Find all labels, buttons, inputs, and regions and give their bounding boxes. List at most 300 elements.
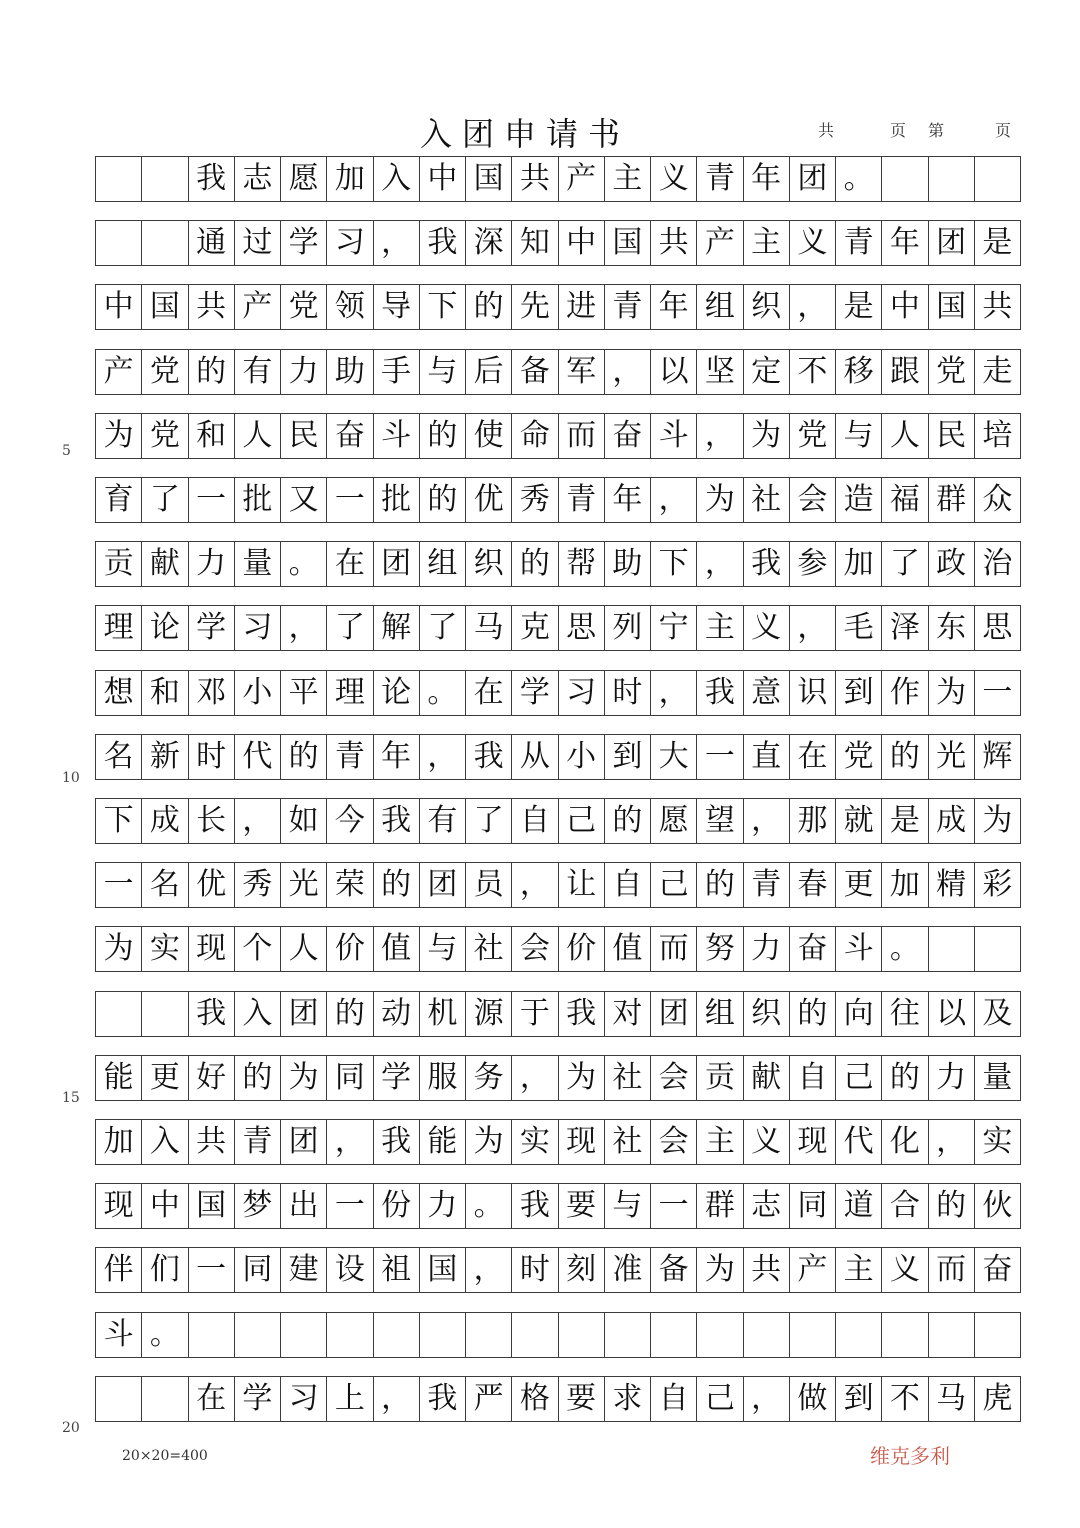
grid-cell: 动	[374, 992, 420, 1036]
grid-cell: 道	[836, 1184, 882, 1228]
grid-cell: 一	[96, 863, 142, 907]
grid-cell: 义	[790, 221, 836, 265]
grid-cell: 一	[982, 674, 1013, 710]
grid-cell: 了	[142, 478, 188, 522]
grid-cell: 长	[189, 799, 235, 843]
grid-cell: ，	[651, 671, 697, 715]
grid-cell: 产	[790, 1248, 836, 1292]
grid-cell: 就	[836, 799, 882, 843]
grid-cell: 的	[790, 992, 836, 1036]
grid-cell: ，	[651, 478, 697, 522]
grid-cell: 为	[466, 1120, 512, 1164]
grid-cell: 学	[235, 1377, 281, 1421]
grid-row	[95, 1376, 1021, 1422]
grid-cell: 名	[142, 863, 188, 907]
grid-cell: 组	[420, 542, 466, 586]
grid-cell: 伙	[982, 1188, 1013, 1224]
grid-cell: 对	[605, 992, 651, 1036]
grid-cell: 造	[836, 478, 882, 522]
grid-cell: 志	[744, 1184, 790, 1228]
grid-cell: 我	[697, 671, 743, 715]
grid-cell: 服	[420, 1056, 466, 1100]
grid-cell: 社	[466, 927, 512, 971]
grid-cell: 军	[559, 350, 605, 394]
grid-cell	[929, 1313, 975, 1357]
grid-cell: 备	[651, 1248, 697, 1292]
grid-cell: 优	[466, 478, 512, 522]
grid-cell: 更	[142, 1056, 188, 1100]
grid-cell: 为	[929, 671, 975, 715]
grid-cell	[142, 1377, 188, 1421]
grid-cell: 更	[836, 863, 882, 907]
grid-cell: 愿	[651, 799, 697, 843]
grid-cell: 直	[744, 735, 790, 779]
grid-cell: 秀	[512, 478, 558, 522]
grid-cell: 己	[697, 1377, 743, 1421]
grid-cell: 是	[836, 285, 882, 329]
grid-cell: 批	[235, 478, 281, 522]
grid-row	[95, 605, 1021, 651]
grid-cell: 共	[189, 1120, 235, 1164]
grid-cell: 思	[982, 610, 1013, 646]
grid-cell: 光	[929, 735, 975, 779]
grid-cell: 理	[96, 606, 142, 650]
grid-cell: 大	[651, 735, 697, 779]
grid-cell: 后	[466, 350, 512, 394]
grid-cell: ，	[374, 1377, 420, 1421]
grid-cell: 不	[882, 1377, 928, 1421]
grid-cell: 力	[281, 350, 327, 394]
grid-cell: 解	[374, 606, 420, 650]
grid-cell: 人	[281, 927, 327, 971]
grid-cell: 团	[651, 992, 697, 1036]
grid-cell: 我	[374, 1120, 420, 1164]
grid-cell: 政	[929, 542, 975, 586]
grid-row	[95, 1119, 1021, 1165]
grid-cell: 领	[327, 285, 373, 329]
grid-cell: 党	[790, 414, 836, 458]
grid-cell: 的	[420, 414, 466, 458]
grid-cell	[466, 1313, 512, 1357]
page-unit-label-2: 页	[995, 121, 1012, 140]
page-title: 入团申请书	[420, 115, 631, 153]
grid-cell: 量	[982, 1059, 1013, 1095]
grid-cell: 建	[281, 1248, 327, 1292]
grid-cell: 梦	[235, 1184, 281, 1228]
grid-cell: 辉	[982, 738, 1013, 774]
grid-cell: 学	[512, 671, 558, 715]
grid-cell: 精	[929, 863, 975, 907]
grid-cell: 备	[512, 350, 558, 394]
grid-cell: 个	[235, 927, 281, 971]
grid-cell: 青	[559, 478, 605, 522]
grid-cell: 中	[882, 285, 928, 329]
grid-cell: 入	[374, 157, 420, 201]
grid-cell: 命	[512, 414, 558, 458]
grid-cell: 我	[189, 992, 235, 1036]
grid-cell: 的	[929, 1184, 975, 1228]
grid-cell: 务	[466, 1056, 512, 1100]
grid-cell: 定	[744, 350, 790, 394]
grid-cell: 到	[836, 671, 882, 715]
grid-cell: ，	[466, 1248, 512, 1292]
grid-cell: 党	[142, 350, 188, 394]
grid-cell: 一	[189, 478, 235, 522]
grid-cell: 中	[96, 285, 142, 329]
grid-cell: 光	[281, 863, 327, 907]
grid-cell: 了	[327, 606, 373, 650]
grid-cell: 团	[374, 542, 420, 586]
grid-cell: 于	[512, 992, 558, 1036]
grid-cell: 下	[96, 799, 142, 843]
grid-cell: 加	[836, 542, 882, 586]
grid-cell: 治	[982, 546, 1013, 582]
grid-cell	[374, 1313, 420, 1357]
grid-cell: 宁	[651, 606, 697, 650]
grid-cell: 一	[189, 1248, 235, 1292]
grid-cell: 的	[697, 863, 743, 907]
grid-cell: 年	[744, 157, 790, 201]
grid-cell: 国	[420, 1248, 466, 1292]
grid-cell: 时	[512, 1248, 558, 1292]
grid-cell: 一	[697, 735, 743, 779]
grid-cell: 马	[466, 606, 512, 650]
grid-cell: 我	[744, 542, 790, 586]
grid-cell: 份	[374, 1184, 420, 1228]
grid-cell: 众	[982, 482, 1013, 517]
grid-cell: 刻	[559, 1248, 605, 1292]
grid-cell: 从	[512, 735, 558, 779]
grid-cell: 贡	[96, 542, 142, 586]
grid-cell: 的	[466, 285, 512, 329]
grid-cell: 国	[189, 1184, 235, 1228]
grid-cell: 是	[882, 799, 928, 843]
grid-row	[95, 541, 1021, 587]
grid-cell: 自	[605, 863, 651, 907]
grid-cell: 的	[235, 1056, 281, 1100]
grid-cell: 好	[189, 1056, 235, 1100]
grid-cell: 产	[697, 221, 743, 265]
grid-cell	[605, 1313, 651, 1357]
grid-cell: 加	[327, 157, 373, 201]
grid-cell: 有	[420, 799, 466, 843]
grid-cell: 青	[744, 863, 790, 907]
grid-cell: 自	[512, 799, 558, 843]
grid-row	[95, 1312, 1021, 1358]
grid-cell: 作	[882, 671, 928, 715]
watermark: 维克多利	[870, 1444, 950, 1468]
grid-cell: 不	[790, 350, 836, 394]
grid-cell: 新	[142, 735, 188, 779]
grid-cell: 助	[605, 542, 651, 586]
grid-cell: 党	[836, 735, 882, 779]
grid-cell: 设	[327, 1248, 373, 1292]
grid-cell: 团	[420, 863, 466, 907]
page-unit-label: 页	[890, 121, 907, 140]
grid-row	[95, 1055, 1021, 1101]
grid-row	[95, 734, 1021, 780]
grid-cell: 。	[882, 927, 928, 971]
grid-cell: 奋	[605, 414, 651, 458]
grid-cell: 论	[374, 671, 420, 715]
line-number-15: 15	[62, 1090, 80, 1106]
grid-cell: 毛	[836, 606, 882, 650]
grid-cell: 为	[96, 927, 142, 971]
grid-cell: 值	[374, 927, 420, 971]
grid-cell: 成	[142, 799, 188, 843]
grid-cell: 要	[559, 1377, 605, 1421]
grid-cell: 自	[790, 1056, 836, 1100]
grid-cell: 员	[466, 863, 512, 907]
grid-cell: 今	[327, 799, 373, 843]
grid-cell: 加	[96, 1120, 142, 1164]
grid-cell: 而	[559, 414, 605, 458]
grid-cell: 自	[651, 1377, 697, 1421]
grid-cell: 己	[559, 799, 605, 843]
grid-cell: ，	[790, 285, 836, 329]
grid-row	[95, 284, 1021, 330]
grid-cell: 奋	[982, 1252, 1013, 1288]
grid-cell: 现	[189, 927, 235, 971]
grid-cell: 斗	[651, 414, 697, 458]
grid-cell: 春	[790, 863, 836, 907]
grid-cell: 为	[559, 1056, 605, 1100]
grid-cell: 移	[836, 350, 882, 394]
grid-cell: 与	[605, 1184, 651, 1228]
grid-cell: 导	[374, 285, 420, 329]
grid-cell: 秀	[235, 863, 281, 907]
grid-cell: 中	[142, 1184, 188, 1228]
grid-cell: 想	[96, 671, 142, 715]
grid-cell: 意	[744, 671, 790, 715]
grid-cell: 在	[189, 1377, 235, 1421]
grid-cell: 那	[790, 799, 836, 843]
grid-cell	[929, 927, 975, 971]
grid-cell: 献	[744, 1056, 790, 1100]
grid-cell: 的	[420, 478, 466, 522]
grid-cell: 价	[559, 927, 605, 971]
grid-cell: 与	[420, 927, 466, 971]
grid-cell: 了	[466, 799, 512, 843]
grid-cell: 及	[982, 995, 1013, 1031]
grid-cell: 青	[836, 221, 882, 265]
grid-cell	[559, 1313, 605, 1357]
grid-cell: 出	[281, 1184, 327, 1228]
grid-cell: 产	[235, 285, 281, 329]
grid-cell: 年	[882, 221, 928, 265]
grid-cell: 的	[882, 1056, 928, 1100]
grid-cell	[929, 157, 975, 201]
grid-cell: 志	[235, 157, 281, 201]
grid-cell: 共	[982, 289, 1013, 325]
grid-cell: 又	[281, 478, 327, 522]
grid-cell	[96, 221, 142, 265]
grid-cell: 同	[235, 1248, 281, 1292]
grid-cell: 的	[374, 863, 420, 907]
grid-cell: 人	[882, 414, 928, 458]
grid-cell: 年	[651, 285, 697, 329]
grid-cell: 主	[605, 157, 651, 201]
grid-cell: 的	[327, 992, 373, 1036]
grid-cell: 共	[651, 221, 697, 265]
grid-cell: 下	[420, 285, 466, 329]
grid-cell: 主	[836, 1248, 882, 1292]
page-total-label: 共	[818, 121, 835, 140]
grid-cell: 现	[790, 1120, 836, 1164]
grid-cell	[975, 1313, 1020, 1357]
grid-cell: 合	[882, 1184, 928, 1228]
grid-cell: 人	[235, 414, 281, 458]
grid-cell: 到	[605, 735, 651, 779]
grid-cell: 现	[96, 1184, 142, 1228]
grid-cell: 为	[96, 414, 142, 458]
grid-cell: 名	[96, 735, 142, 779]
grid-cell: 泽	[882, 606, 928, 650]
grid-cell: 习	[281, 1377, 327, 1421]
grid-cell: 组	[697, 992, 743, 1036]
grid-cell: 国	[605, 221, 651, 265]
grid-cell: 上	[327, 1377, 373, 1421]
grid-cell: 习	[559, 671, 605, 715]
grid-row	[95, 413, 1021, 459]
grid-cell: 力	[189, 542, 235, 586]
grid-cell: 源	[466, 992, 512, 1036]
grid-cell: 的	[189, 350, 235, 394]
grid-cell: 。	[466, 1184, 512, 1228]
grid-cell: 会	[651, 1056, 697, 1100]
grid-cell: 培	[982, 417, 1013, 453]
grid-cell: 国	[466, 157, 512, 201]
grid-cell: 福	[882, 478, 928, 522]
grid-cell: 。	[281, 542, 327, 586]
grid-cell: 让	[559, 863, 605, 907]
grid-cell: 准	[605, 1248, 651, 1292]
grid-cell: 理	[327, 671, 373, 715]
grid-cell: 斗	[374, 414, 420, 458]
grid-cell: 。	[142, 1313, 188, 1357]
grid-cell: 能	[420, 1120, 466, 1164]
grid-cell	[975, 157, 1020, 201]
grid-cell: 共	[512, 157, 558, 201]
grid-cell: 己	[651, 863, 697, 907]
grid-cell: 力	[420, 1184, 466, 1228]
grid-row	[95, 798, 1021, 844]
grid-cell: 时	[189, 735, 235, 779]
grid-cell: 虎	[982, 1380, 1013, 1416]
grid-cell: 社	[605, 1056, 651, 1100]
grid-cell: 价	[327, 927, 373, 971]
grid-cell	[697, 1313, 743, 1357]
grid-cell: 年	[374, 735, 420, 779]
grid-cell: 求	[605, 1377, 651, 1421]
grid-cell: 量	[235, 542, 281, 586]
grid-cell: 团	[281, 1120, 327, 1164]
grid-cell: 平	[281, 671, 327, 715]
grid-cell: 和	[189, 414, 235, 458]
grid-cell: 了	[420, 606, 466, 650]
grid-cell: 入	[142, 1120, 188, 1164]
grid-cell: 斗	[96, 1313, 142, 1357]
grid-cell: 的	[512, 542, 558, 586]
grid-cell: 中	[559, 221, 605, 265]
grid-cell	[651, 1313, 697, 1357]
grid-cell: 入	[235, 992, 281, 1036]
grid-cell: 严	[466, 1377, 512, 1421]
grid-cell	[142, 221, 188, 265]
grid-cell: ，	[929, 1120, 975, 1164]
grid-cell: 祖	[374, 1248, 420, 1292]
grid-cell: ，	[512, 863, 558, 907]
grid-cell: 在	[466, 671, 512, 715]
grid-cell: 习	[235, 606, 281, 650]
grid-cell: 奋	[327, 414, 373, 458]
grid-cell: 识	[790, 671, 836, 715]
grid-cell: 己	[836, 1056, 882, 1100]
grid-cell: 力	[744, 927, 790, 971]
grid-cell: ，	[744, 799, 790, 843]
grid-cell: 代	[235, 735, 281, 779]
grid-cell: 主	[697, 606, 743, 650]
grid-cell: 与	[836, 414, 882, 458]
grid-cell: 。	[836, 157, 882, 201]
grid-cell: 现	[559, 1120, 605, 1164]
grid-cell: 年	[605, 478, 651, 522]
grid-cell: 助	[327, 350, 373, 394]
grid-cell	[96, 1377, 142, 1421]
grid-cell: 彩	[982, 867, 1013, 903]
grid-cell: 克	[512, 606, 558, 650]
grid-cell: 群	[929, 478, 975, 522]
grid-cell: 义	[882, 1248, 928, 1292]
grid-cell: 学	[374, 1056, 420, 1100]
grid-cell: 有	[235, 350, 281, 394]
grid-cell: 主	[697, 1120, 743, 1164]
grid-cell: 实	[512, 1120, 558, 1164]
grid-cell: 学	[189, 606, 235, 650]
grid-cell: 会	[512, 927, 558, 971]
grid-cell: 手	[374, 350, 420, 394]
grid-cell: ，	[420, 735, 466, 779]
grid-cell: 值	[605, 927, 651, 971]
line-number-10: 10	[62, 770, 80, 786]
grid-cell: 育	[96, 478, 142, 522]
grid-cell: 会	[790, 478, 836, 522]
grid-cell: 青	[605, 285, 651, 329]
grid-cell: 向	[836, 992, 882, 1036]
grid-cell: ，	[327, 1120, 373, 1164]
grid-cell: 团	[790, 157, 836, 201]
grid-cell: 而	[929, 1248, 975, 1292]
grid-cell: 如	[281, 799, 327, 843]
grid-cell: 在	[790, 735, 836, 779]
grid-cell: 到	[836, 1377, 882, 1421]
grid-cell: 东	[929, 606, 975, 650]
grid-cell: 团	[929, 221, 975, 265]
grid-cell: 马	[929, 1377, 975, 1421]
grid-cell: 国	[929, 285, 975, 329]
grid-cell: 代	[836, 1120, 882, 1164]
grid-cell: 实	[982, 1124, 1013, 1159]
grid-cell: 义	[744, 1120, 790, 1164]
grid-cell: 主	[744, 221, 790, 265]
grid-cell: 往	[882, 992, 928, 1036]
grid-cell: 国	[142, 285, 188, 329]
grid-cell: 一	[651, 1184, 697, 1228]
grid-cell: 走	[982, 353, 1013, 389]
grid-cell: 为	[982, 803, 1013, 838]
grid-cell: 团	[281, 992, 327, 1036]
grid-cell: 以	[651, 350, 697, 394]
